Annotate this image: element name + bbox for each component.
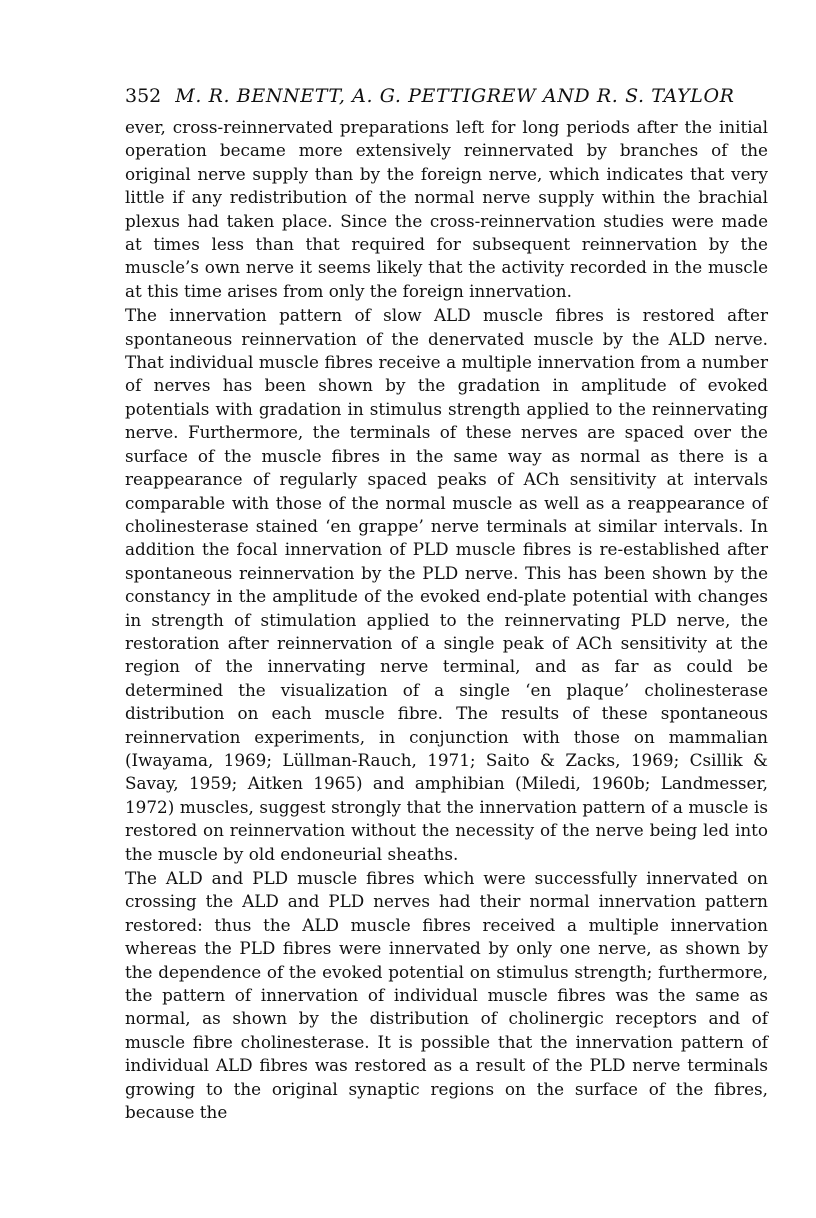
body-paragraph-1: ever, cross-reinnervated preparations left for long periods after the initial operation became more extensively reinnervated by branches of the original nerve supply than by the foreign nerve, which indicates that very little if any redistribution of the normal nerve supply within the brachial plexus had taken place. Since the cross-reinnervation studies were made at times less than that required for subsequent reinnervation by the muscle’s own nerve it seems likely that the activity recorded in the muscle at this time arises from only the foreign innervation. <box>125 117 768 301</box>
journal-page <box>125 84 768 1124</box>
body-paragraph-2: The innervation pattern of slow ALD muscle fibres is restored after spontaneous reinnervation of the denervated muscle by the ALD nerve. That individual muscle fibres receive a multiple innervation from a number of nerves has been shown by the gradation in amplitude of evoked potentials with gradation in stimulus strength applied to the reinnervating nerve. Furthermore, the terminals of these nerves are spaced over the surface of the muscle fibres in the same way as normal as there is a reappearance of regularly spaced peaks of ACh sensitivity at intervals comparable with those of the normal muscle as well as a reappearance of cholinesterase stained ‘en grappe’ nerve terminals at similar intervals. In addition the focal innervation of PLD muscle fibres is re-established after spontaneous reinnervation by the PLD nerve. This has been shown by the constancy in the amplitude of the evoked end-plate potential with changes in strength of stimulation applied to the reinnervating PLD nerve, the restoration after reinnervation of a single peak of ACh sensitivity at the region of the innervating nerve terminal, and as far as could be determined the visualization of a single ‘en plaque’ cholinesterase distribution on each muscle fibre. The results of these spontaneous reinnervation experiments, in conjunction with those on mammalian (Iwayama, 1969; Lüllman-Rauch, 1971; Saito & Zacks, 1969; Csillik & Savay, 1959; Aitken 1965) and amphibian (Miledi, 1960b; Landmesser, 1972) muscles, suggest strongly that the innervation pattern of a muscle is restored on reinnervation without the necessity of the nerve being led into the muscle by old endoneurial sheaths. <box>125 305 768 864</box>
page-header <box>125 84 768 108</box>
page-number: 352 <box>125 85 162 107</box>
running-head-authors: M. R. BENNETT, A. G. PETTIGREW AND R. S. TAYLOR <box>175 85 735 107</box>
body-paragraph-3: The ALD and PLD muscle fibres which were successfully innervated on crossing the ALD and PLD nerves had their normal innervation pattern restored: thus the ALD muscle fibres received a multiple innervation whereas the PLD fibres were innervated by only one nerve, as shown by the dependence of the evoked potential on stimulus strength; furthermore, the pattern of innervation of individual muscle fibres was the same as normal, as shown by the distribution of cholinergic receptors and of muscle fibre cholinesterase. It is possible that the innervation pattern of individual ALD fibres was restored as a result of the PLD nerve terminals growing to the original synaptic regions on the surface of the fibres, because the <box>125 868 768 1123</box>
